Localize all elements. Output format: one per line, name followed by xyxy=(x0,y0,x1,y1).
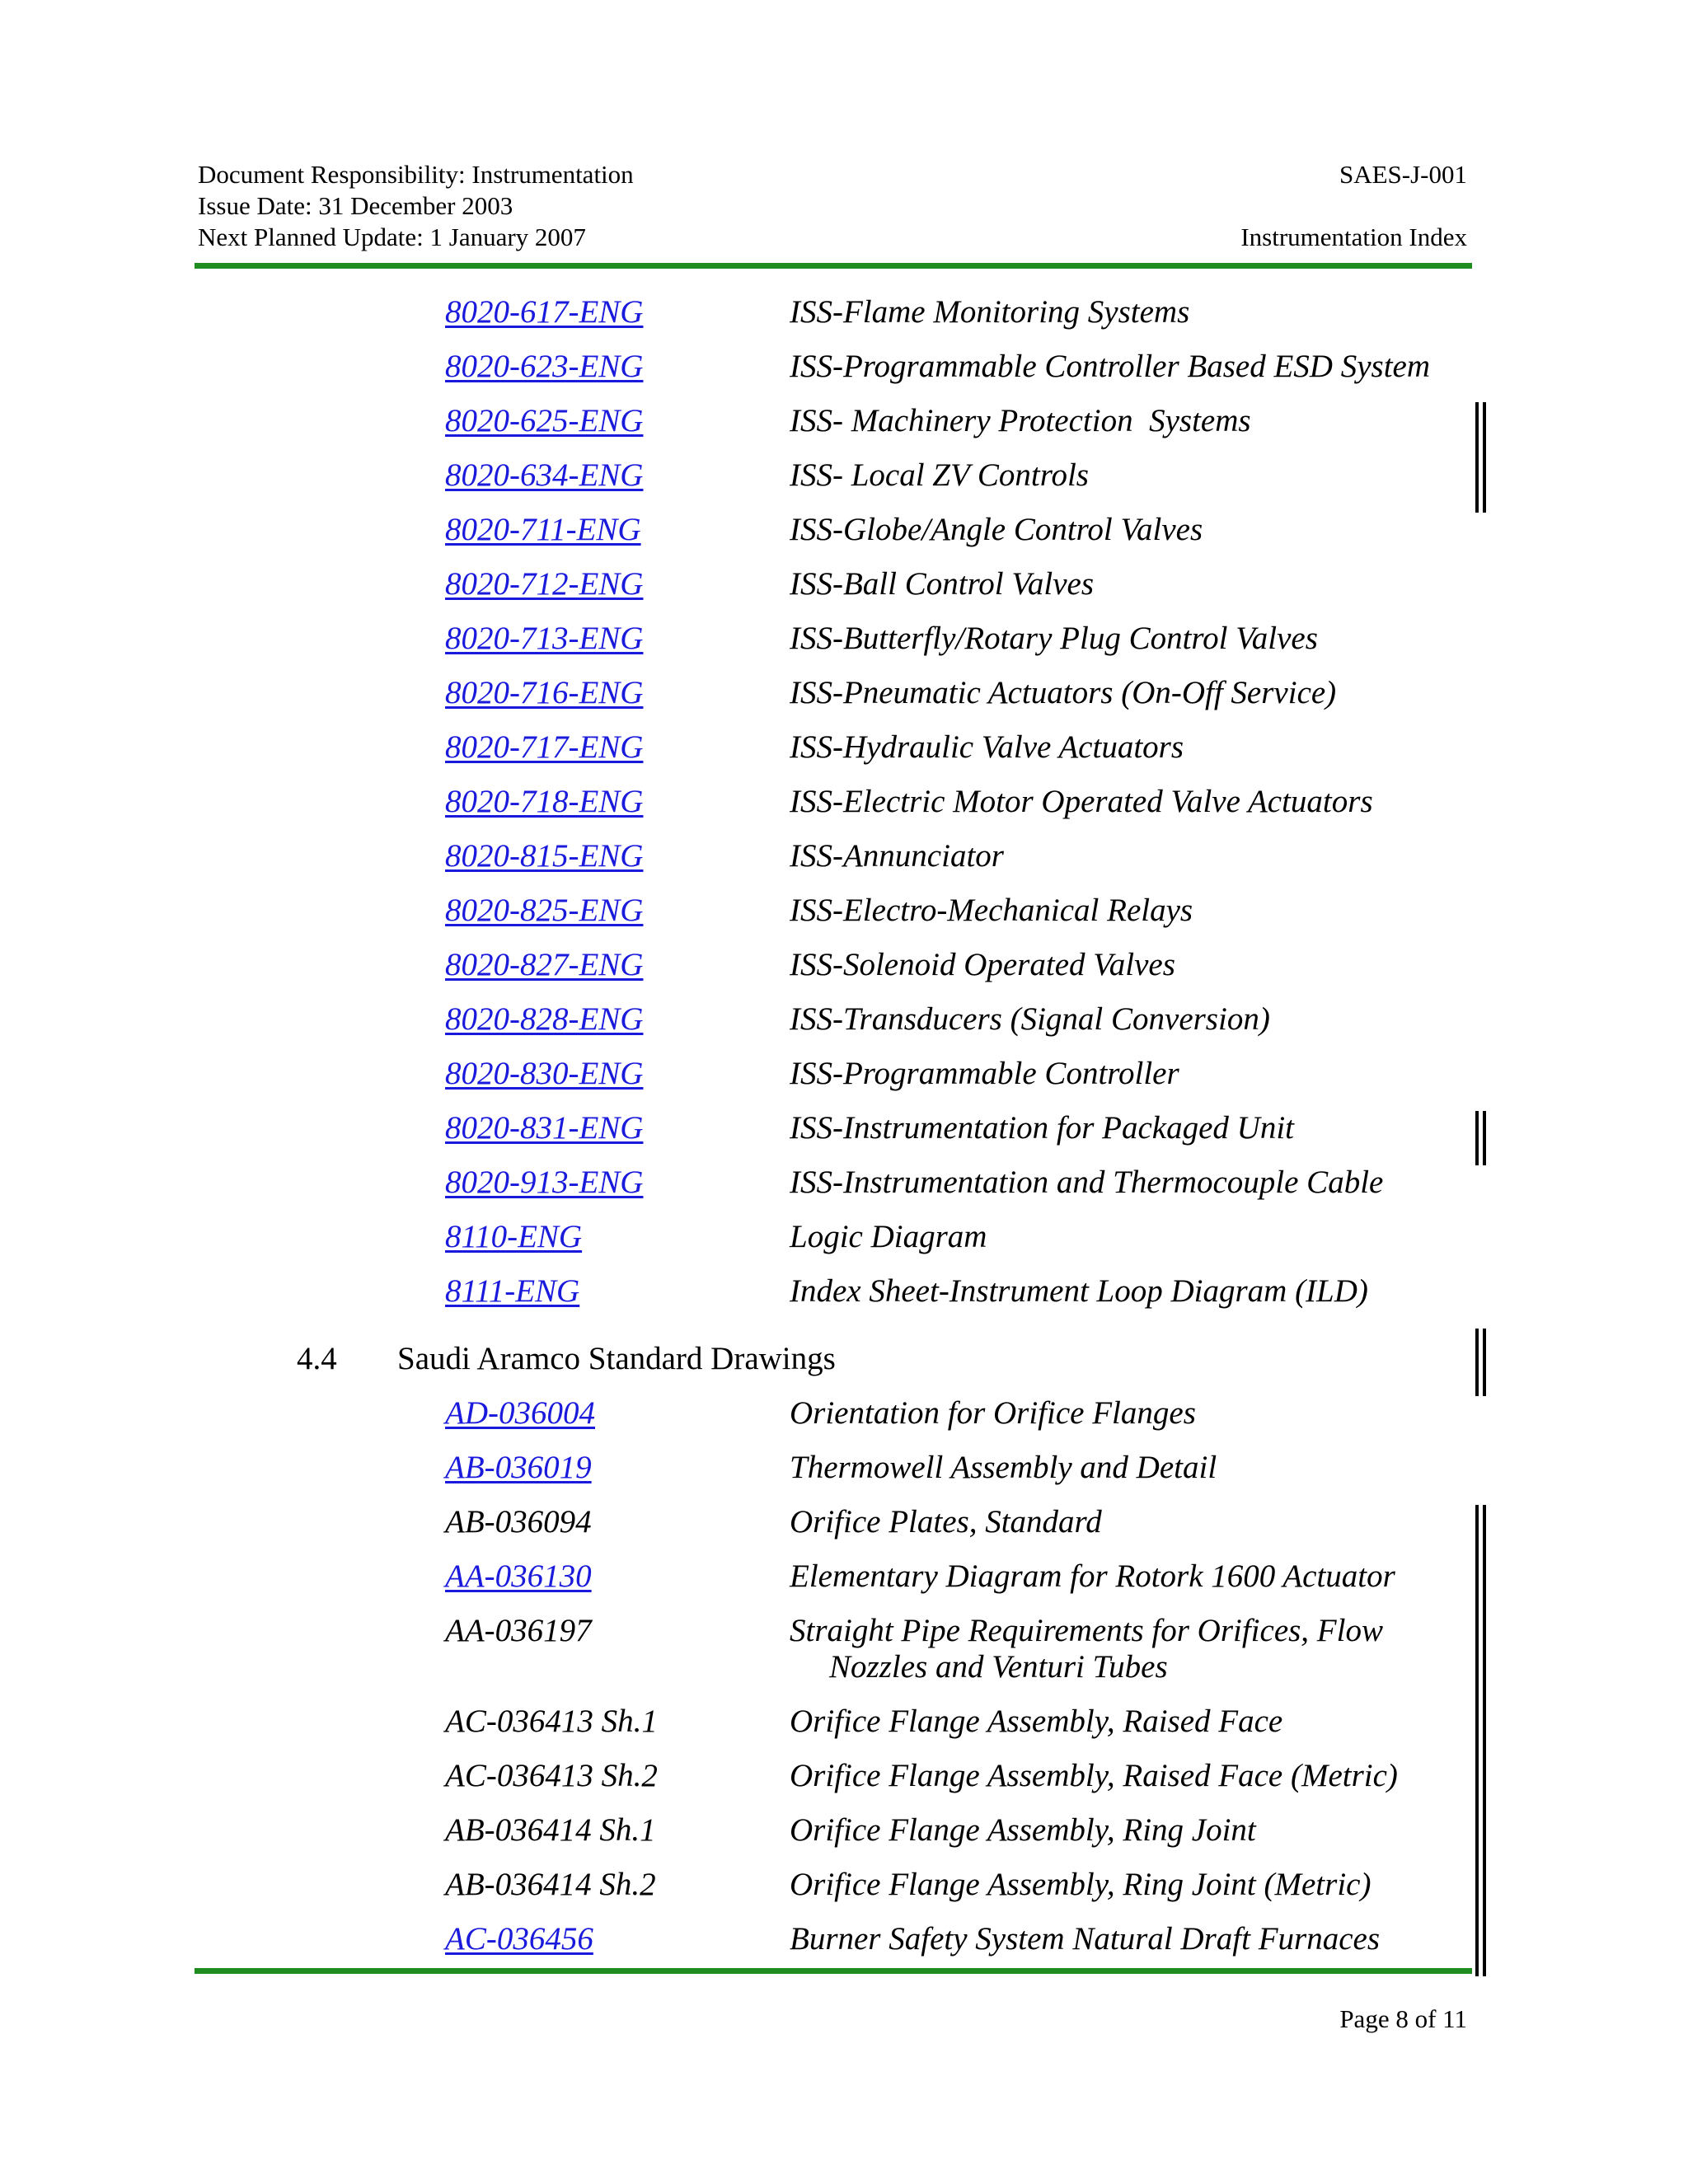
standard-link[interactable]: 8020-634-ENG xyxy=(445,457,644,493)
standard-link[interactable]: 8020-711-ENG xyxy=(445,512,641,547)
drawing-title: Orifice Plates, Standard xyxy=(790,1504,1102,1540)
drawing-title: Thermowell Assembly and Detail xyxy=(790,1450,1217,1485)
standard-title: ISS- Local ZV Controls xyxy=(790,457,1089,493)
footer-rule xyxy=(195,1968,1472,1974)
standard-link[interactable]: 8020-831-ENG xyxy=(445,1110,644,1146)
standard-link[interactable]: 8020-625-ENG xyxy=(445,403,644,438)
standard-title: ISS-Ball Control Valves xyxy=(790,566,1095,602)
standard-link[interactable]: 8020-815-ENG xyxy=(445,838,644,874)
revision-bar xyxy=(1483,1329,1486,1396)
drawing-code: AA-036197 xyxy=(445,1613,592,1648)
standard-title: ISS-Programmable Controller xyxy=(790,1056,1179,1091)
standard-link[interactable]: 8020-828-ENG xyxy=(445,1001,644,1037)
page-number: Page 8 of 11 xyxy=(1339,2004,1467,2033)
revision-bar xyxy=(1483,402,1486,513)
doc-responsibility: Document Responsibility: Instrumentation xyxy=(198,160,634,189)
standard-link[interactable]: 8111-ENG xyxy=(445,1273,580,1309)
standard-title: ISS-Solenoid Operated Valves xyxy=(790,947,1175,982)
doc-title: Instrumentation Index xyxy=(1240,223,1467,251)
drawing-link[interactable]: AB-036019 xyxy=(445,1450,592,1485)
standard-title: ISS-Electric Motor Operated Valve Actuators xyxy=(790,784,1373,819)
drawing-code: AC-036413 Sh.1 xyxy=(445,1704,658,1739)
drawing-code: AB-036094 xyxy=(445,1504,592,1540)
standard-title: ISS-Pneumatic Actuators (On-Off Service) xyxy=(790,675,1337,710)
standard-link[interactable]: 8020-913-ENG xyxy=(445,1165,644,1200)
standard-link[interactable]: 8020-713-ENG xyxy=(445,621,644,656)
section-title: Saudi Aramco Standard Drawings xyxy=(397,1341,836,1376)
standard-title: ISS-Globe/Angle Control Valves xyxy=(790,512,1203,547)
standard-link[interactable]: 8020-623-ENG xyxy=(445,349,644,384)
drawing-code: AB-036414 Sh.2 xyxy=(445,1867,656,1902)
drawing-link[interactable]: AA-036130 xyxy=(445,1558,592,1594)
standard-title: ISS-Programmable Controller Based ESD System xyxy=(790,349,1431,384)
drawing-title: Orientation for Orifice Flanges xyxy=(790,1395,1196,1431)
drawing-title: Orifice Flange Assembly, Raised Face (Metric) xyxy=(790,1758,1398,1793)
header-rule xyxy=(195,263,1472,269)
standard-link[interactable]: 8020-617-ENG xyxy=(445,294,644,330)
next-update: Next Planned Update: 1 January 2007 xyxy=(198,223,586,251)
issue-date: Issue Date: 31 December 2003 xyxy=(198,191,513,220)
drawing-title-line1: Straight Pipe Requirements for Orifices, Flow xyxy=(790,1613,1383,1648)
standard-title: ISS-Annunciator xyxy=(790,838,1004,874)
section-number: 4.4 xyxy=(297,1341,337,1376)
revision-bar xyxy=(1483,1111,1486,1165)
revision-bar xyxy=(1475,402,1479,513)
standard-title: ISS-Butterfly/Rotary Plug Control Valves xyxy=(790,621,1318,656)
standard-link[interactable]: 8020-830-ENG xyxy=(445,1056,644,1091)
drawing-link[interactable]: AD-036004 xyxy=(445,1395,595,1431)
drawing-title: Orifice Flange Assembly, Ring Joint xyxy=(790,1812,1256,1848)
standard-link[interactable]: 8020-717-ENG xyxy=(445,729,644,765)
standard-title: Index Sheet-Instrument Loop Diagram (ILD) xyxy=(790,1273,1368,1309)
standard-link[interactable]: 8020-716-ENG xyxy=(445,675,644,710)
header-left xyxy=(198,159,634,253)
standard-title: Logic Diagram xyxy=(790,1219,987,1254)
standard-link[interactable]: 8020-825-ENG xyxy=(445,893,644,928)
drawing-title xyxy=(790,1613,1383,1685)
standard-title: ISS-Instrumentation for Packaged Unit xyxy=(790,1110,1294,1146)
drawing-title: Elementary Diagram for Rotork 1600 Actuator xyxy=(790,1558,1395,1594)
standard-title: ISS-Hydraulic Valve Actuators xyxy=(790,729,1184,765)
standard-title: ISS-Instrumentation and Thermocouple Cable xyxy=(790,1165,1384,1200)
revision-bar xyxy=(1475,1505,1479,1976)
drawing-code: AB-036414 Sh.1 xyxy=(445,1812,656,1848)
revision-bar xyxy=(1475,1111,1479,1165)
doc-number: SAES-J-001 xyxy=(1339,160,1467,189)
drawing-title: Burner Safety System Natural Draft Furnaces xyxy=(790,1921,1380,1957)
standard-link[interactable]: 8110-ENG xyxy=(445,1219,583,1254)
revision-bar xyxy=(1483,1505,1486,1976)
standard-link[interactable]: 8020-712-ENG xyxy=(445,566,644,602)
standard-title: ISS-Electro-Mechanical Relays xyxy=(790,893,1193,928)
drawing-link[interactable]: AC-036456 xyxy=(445,1921,593,1957)
standard-title: ISS-Flame Monitoring Systems xyxy=(790,294,1190,330)
standard-title: ISS- Machinery Protection Systems xyxy=(790,403,1251,438)
standard-link[interactable]: 8020-827-ENG xyxy=(445,947,644,982)
revision-bar xyxy=(1475,1329,1479,1396)
drawing-title: Orifice Flange Assembly, Raised Face xyxy=(790,1704,1283,1739)
drawing-code: AC-036413 Sh.2 xyxy=(445,1758,658,1793)
standard-title: ISS-Transducers (Signal Conversion) xyxy=(790,1001,1270,1037)
drawing-title-line2: Nozzles and Venturi Tubes xyxy=(829,1649,1168,1685)
drawing-title: Orifice Flange Assembly, Ring Joint (Metric) xyxy=(790,1867,1372,1902)
standard-link[interactable]: 8020-718-ENG xyxy=(445,784,644,819)
